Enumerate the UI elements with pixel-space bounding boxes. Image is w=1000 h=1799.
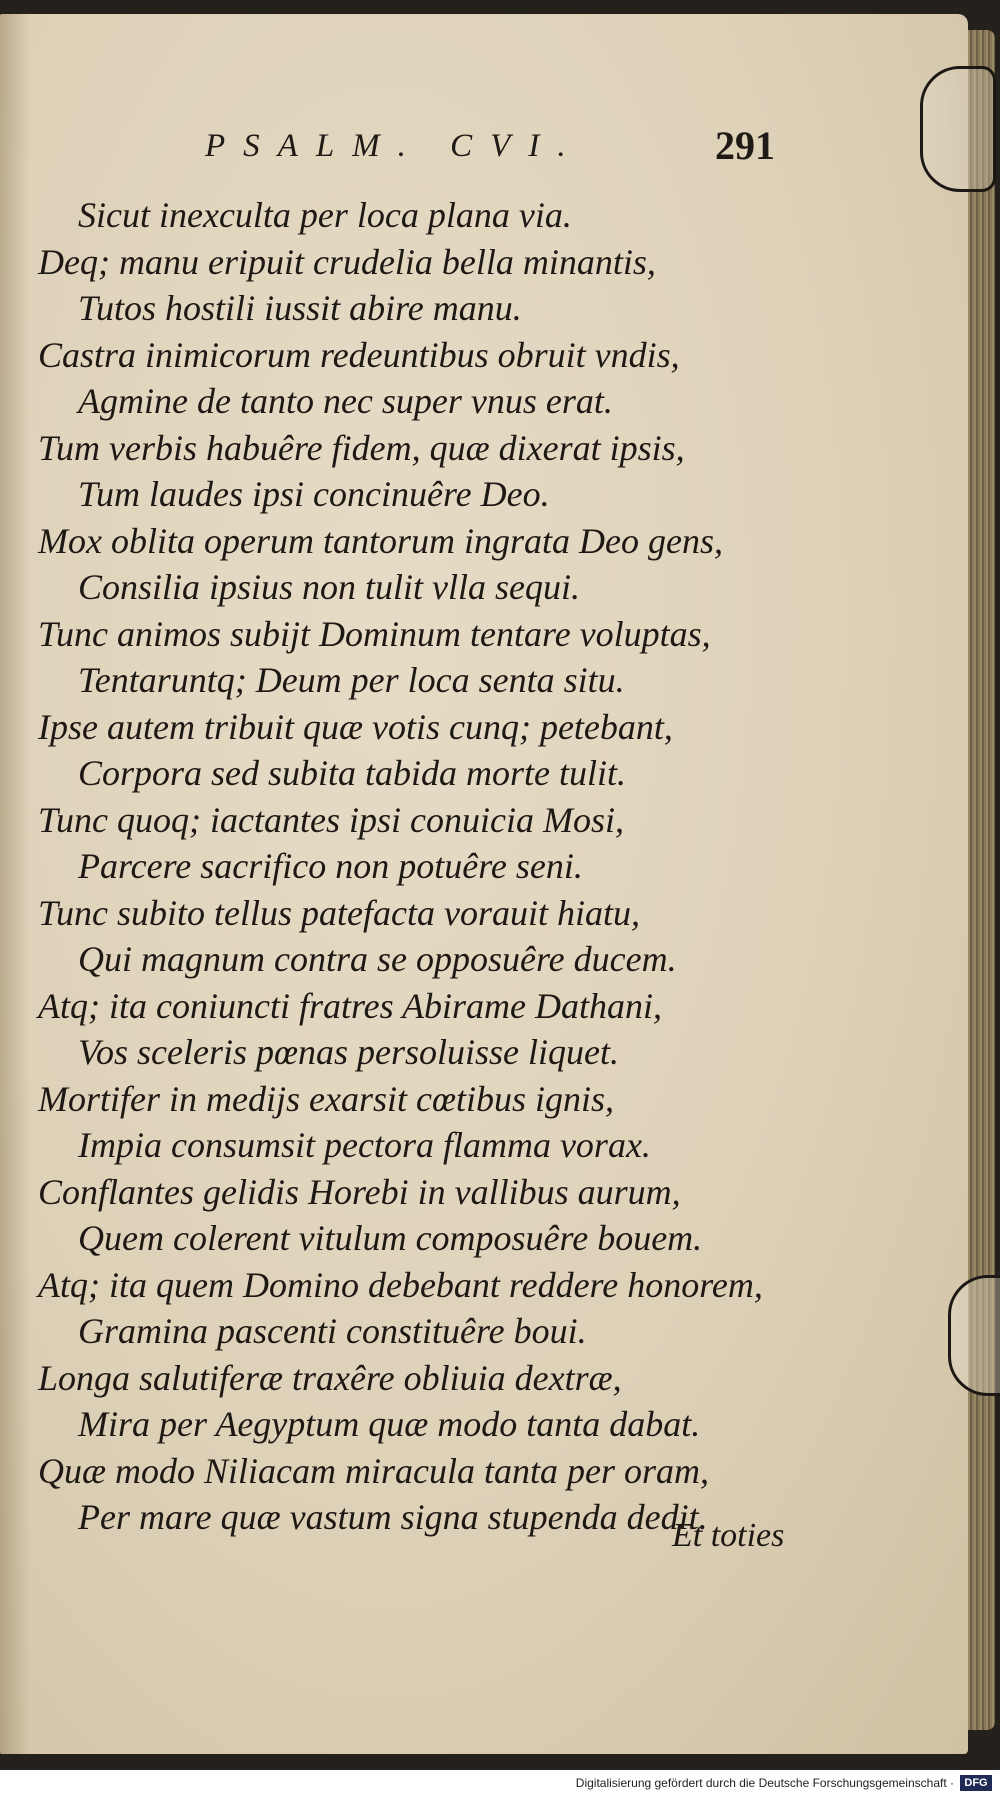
verse-line: Agmine de tanto nec super vnus erat.	[78, 381, 613, 421]
verse-line: Tunc animos subijt Dominum tentare voluptas,	[38, 613, 711, 654]
psalm-text	[30, 192, 910, 1541]
verse-line: Mira per Aegyptum quæ modo tanta dabat.	[78, 1404, 701, 1444]
verse-line: Tunc quoq; iactantes ipsi conuicia Mosi,	[38, 799, 624, 840]
verse-line: Mox oblita operum tantorum ingrata Deo gens,	[38, 520, 723, 561]
dfg-logo: DFG	[960, 1775, 992, 1791]
paper-page	[0, 14, 968, 1754]
verse-line: Vos sceleris pœnas persoluisse liquet.	[78, 1032, 619, 1072]
page-number: 291	[715, 123, 775, 168]
verse-line: Quem colerent vitulum composuêre bouem.	[78, 1218, 703, 1258]
running-title: PSALM. CVI.	[205, 128, 584, 164]
verse-line: Quæ modo Niliacam miracula tanta per oram,	[38, 1450, 709, 1491]
verse-line: Sicut inexculta per loca plana via.	[78, 195, 572, 235]
verse-line: Castra inimicorum redeuntibus obruit vndis,	[38, 334, 680, 375]
verse-line: Tum verbis habuêre fidem, quæ dixerat ipsis,	[38, 427, 685, 468]
verse-line: Qui magnum contra se opposuêre ducem.	[78, 939, 677, 979]
catchword: Et toties	[672, 1517, 785, 1554]
verse-line: Consilia ipsius non tulit vlla sequi.	[78, 567, 581, 607]
verse-line: Gramina pascenti constituêre boui.	[78, 1311, 587, 1351]
verse-line: Tum laudes ipsi concinuêre Deo.	[78, 474, 550, 514]
verse-line: Atq; ita coniuncti fratres Abirame Dathani,	[38, 985, 662, 1026]
verse-line: Mortifer in medijs exarsit cœtibus ignis,	[38, 1078, 614, 1119]
page-tab-bottom	[948, 1275, 1000, 1396]
verse-line: Per mare quæ vastum signa stupenda dedit.	[78, 1497, 708, 1537]
page-tab-top	[920, 66, 996, 192]
verse-line: Parcere sacrifico non potuêre seni.	[78, 846, 583, 886]
page-header	[205, 123, 805, 178]
verse-line: Corpora sed subita tabida morte tulit.	[78, 753, 627, 793]
verse-line: Conflantes gelidis Horebi in vallibus aurum,	[38, 1171, 681, 1212]
verse-line: Deq; manu eripuit crudelia bella minantis,	[38, 241, 656, 282]
digitization-footer	[0, 1770, 1000, 1799]
funding-credit: Digitalisierung gefördert durch die Deutsche Forschungsgemeinschaft ·	[575, 1776, 954, 1790]
verse-line: Tunc subito tellus patefacta vorauit hiatu,	[38, 892, 640, 933]
verse-line: Tentaruntq; Deum per loca senta situ.	[78, 660, 625, 700]
verse-line: Impia consumsit pectora flamma vorax.	[78, 1125, 651, 1165]
verse-line: Ipse autem tribuit quæ votis cunq; petebant,	[38, 706, 673, 747]
verse-line: Atq; ita quem Domino debebant reddere honorem,	[38, 1264, 763, 1305]
verse-line: Longa salutiferæ traxêre obliuia dextræ,	[38, 1357, 622, 1398]
verse-line: Tutos hostili iussit abire manu.	[78, 288, 522, 328]
